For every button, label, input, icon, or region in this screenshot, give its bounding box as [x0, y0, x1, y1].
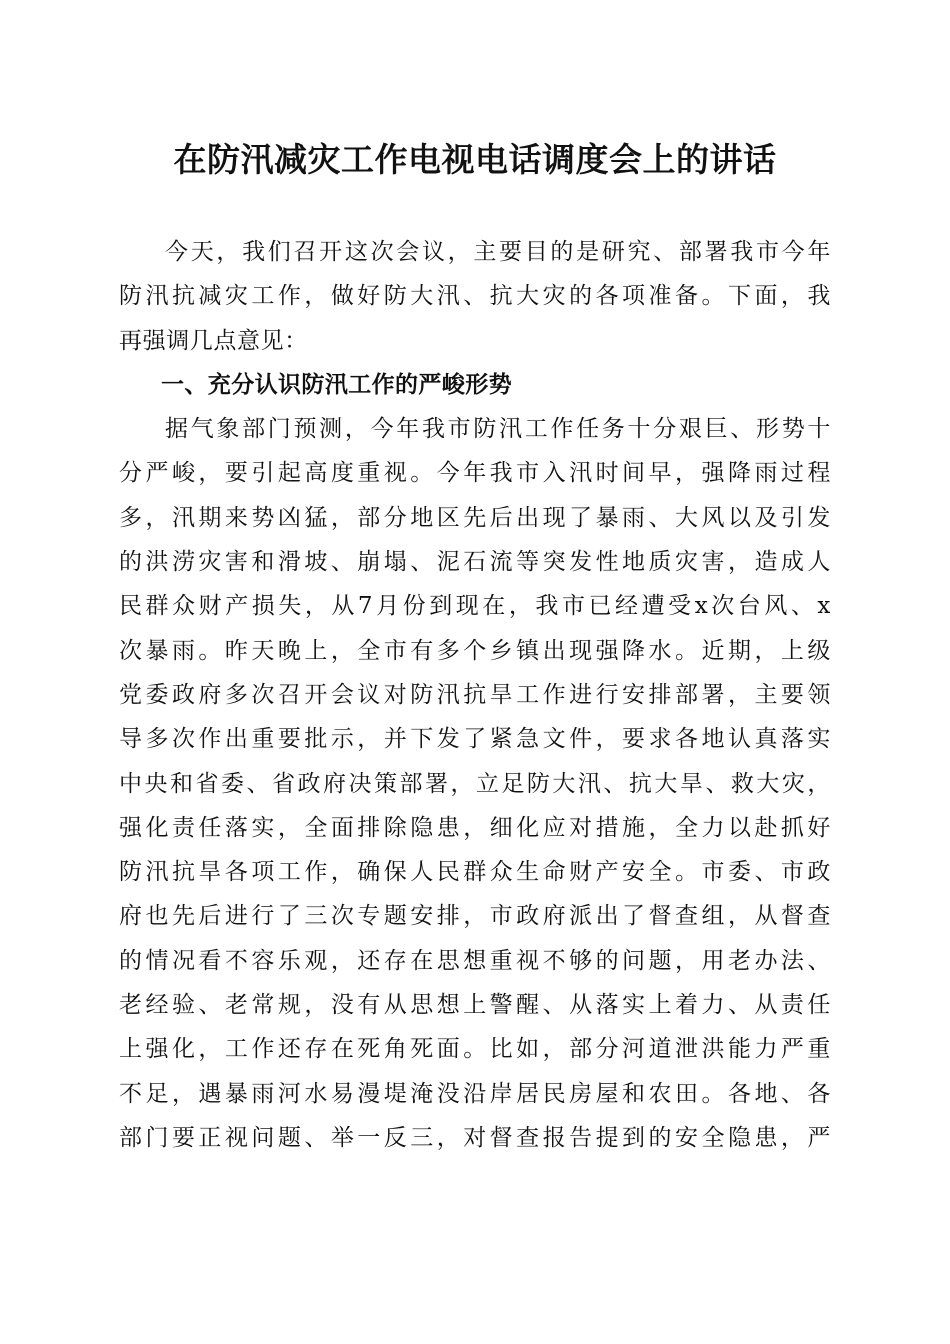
document-body: [119, 230, 831, 1160]
paragraph-line: 民群众财产损失，从7月份到现在，我市已经遭受x次台风、x: [119, 593, 831, 620]
paragraph-line: 上强化，工作还存在死角死面。比如，部分河道泄洪能力严重: [119, 1036, 831, 1063]
paragraph-line: 据气象部门预测，今年我市防汛工作任务十分艰巨、形势十: [165, 416, 831, 443]
paragraph-line: 多，汛期来势凶猛，部分地区先后出现了暴雨、大风以及引发: [119, 504, 831, 531]
paragraph-line: 强化责任落实，全面排除隐患，细化应对措施，全力以赴抓好: [119, 814, 831, 841]
paragraph-line: 的情况看不容乐观，还存在思想重视不够的问题，用老办法、: [119, 947, 831, 974]
document-title: 在防汛减灾工作电视电话调度会上的讲话: [173, 140, 777, 179]
paragraph-line: 府也先后进行了三次专题安排，市政府派出了督查组，从督查: [119, 903, 831, 930]
paragraph-line: 中央和省委、省政府决策部署，立足防大汛、抗大旱、救大灾，: [119, 770, 831, 797]
intro-line: 今天，我们召开这次会议，主要目的是研究、部署我市今年: [165, 239, 831, 265]
paragraph-line: 分严峻，要引起高度重视。今年我市入汛时间早，强降雨过程: [119, 460, 831, 487]
paragraph-line: 的洪涝灾害和滑坡、崩塌、泥石流等突发性地质灾害，造成人: [119, 549, 831, 576]
paragraph-line: 导多次作出重要批示，并下发了紧急文件，要求各地认真落实: [119, 726, 831, 753]
intro-line: 再强调几点意见：: [119, 327, 308, 354]
paragraph-line: 部门要正视问题、举一反三，对督查报告提到的安全隐患，严: [119, 1124, 831, 1151]
section-heading: 一、充分认识防汛工作的严峻形势: [161, 371, 512, 398]
intro-line: 防汛抗减灾工作，做好防大汛、抗大灾的各项准备。下面，我: [119, 283, 831, 310]
paragraph-line: 老经验、老常规，没有从思想上警醒、从落实上着力、从责任: [119, 992, 831, 1019]
paragraph-line: 不足，遇暴雨河水易漫堤淹没沿岸居民房屋和农田。各地、各: [119, 1080, 831, 1107]
paragraph-line: 党委政府多次召开会议对防汛抗旱工作进行安排部署，主要领: [119, 681, 831, 708]
paragraph-line: 次暴雨。昨天晚上，全市有多个乡镇出现强降水。近期，上级: [119, 637, 831, 664]
paragraph-line: 防汛抗旱各项工作，确保人民群众生命财产安全。市委、市政: [119, 859, 831, 886]
